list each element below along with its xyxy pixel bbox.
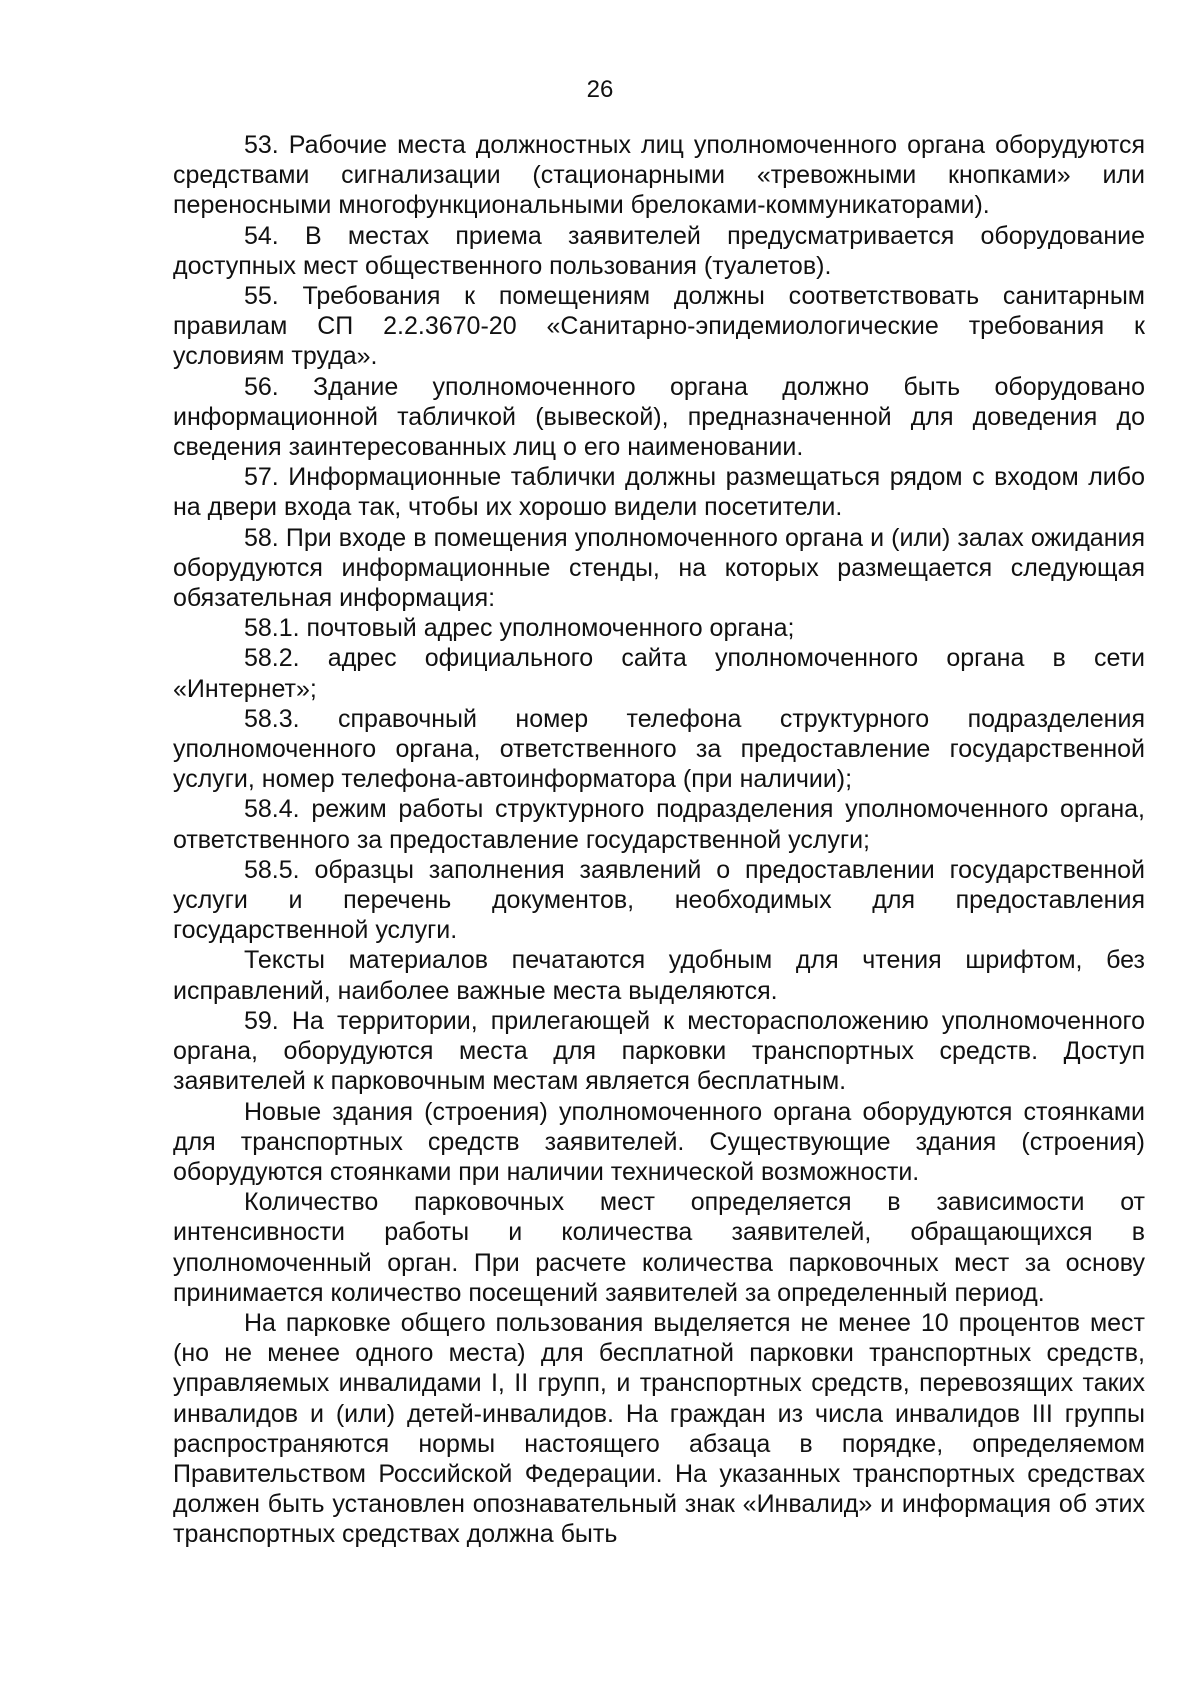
paragraph-53: 53. Рабочие места должностных лиц уполномоченного органа оборудуются средствами сигнализации (стационарными «тревожными кнопками» или переносными многофункциональными брелоками-коммуникаторами).	[173, 131, 1145, 220]
paragraph-new-buildings: Новые здания (строения) уполномоченного органа оборудуются стоянками для транспортных средств заявителей. Существующие здания (строения) оборудуются стоянками при наличии технической возможности.	[173, 1097, 1145, 1186]
paragraph-58-3: 58.3. справочный номер телефона структурного подразделения уполномоченного органа, ответственного за предоставление государственной услуги, номер телефона-автоинформатора (при наличии);	[173, 704, 1145, 794]
paragraph-58-1: 58.1. почтовый адрес уполномоченного органа;	[244, 614, 795, 643]
document-body	[173, 130, 1145, 1550]
paragraph-55: 55. Требования к помещениям должны соответствовать санитарным правилам СП 2.2.3670-20 «Санитарно-эпидемиологические требования к условиям труда».	[173, 282, 1145, 371]
paragraph-56: 56. Здание уполномоченного органа должно быть оборудовано информационной табличкой (вывеской), предназначенной для доведения до сведения заинтересованных лиц о его наименовании.	[173, 372, 1145, 462]
paragraph-58: 58. При входе в помещения уполномоченного органа и (или) залах ожидания оборудуются информационные стенды, на которых размещается следующая обязательная информация:	[173, 523, 1145, 613]
page-number: 26	[586, 76, 614, 103]
paragraph-58-2: 58.2. адрес официального сайта уполномоченного органа в сети «Интернет»;	[173, 644, 1145, 703]
paragraph-materials-text: Тексты материалов печатаются удобным для чтения шрифтом, без исправлений, наиболее важные места выделяются.	[173, 946, 1145, 1005]
paragraph-54: 54. В местах приема заявителей предусматривается оборудование доступных мест общественного пользования (туалетов).	[173, 221, 1145, 280]
paragraph-58-4: 58.4. режим работы структурного подразделения уполномоченного органа, ответственного за предоставление государственной услуги;	[173, 795, 1145, 854]
paragraph-disabled-parking: На парковке общего пользования выделяется не менее 10 процентов мест (но не менее одного места) для бесплатной парковки транспортных средств, управляемых инвалидами I, II групп, и транспортных средств, перевозящих таких инвалидов и (или) детей-инвалидов. На граждан из числа инвалидов III группы распространяются нормы настоящего абзаца в порядке, определяемом Правительством Российской Федерации. На указанных транспортных средствах должен быть установлен опознавательный знак «Инвалид» и информация об этих транспортных средствах должна быть	[173, 1308, 1145, 1549]
paragraph-parking-count: Количество парковочных мест определяется в зависимости от интенсивности работы и количества заявителей, обращающихся в уполномоченный орган. При расчете количества парковочных мест за основу принимается количество посещений заявителей за определенный период.	[173, 1188, 1145, 1307]
paragraph-59: 59. На территории, прилегающей к месторасположению уполномоченного органа, оборудуются места для парковки транспортных средств. Доступ заявителей к парковочным местам является бесплатным.	[173, 1006, 1145, 1096]
paragraph-58-5: 58.5. образцы заполнения заявлений о предоставлении государственной услуги и перечень документов, необходимых для предоставления государственной услуги.	[173, 855, 1145, 945]
paragraph-57: 57. Информационные таблички должны размещаться рядом с входом либо на двери входа так, чтобы их хорошо видели посетители.	[173, 463, 1145, 522]
